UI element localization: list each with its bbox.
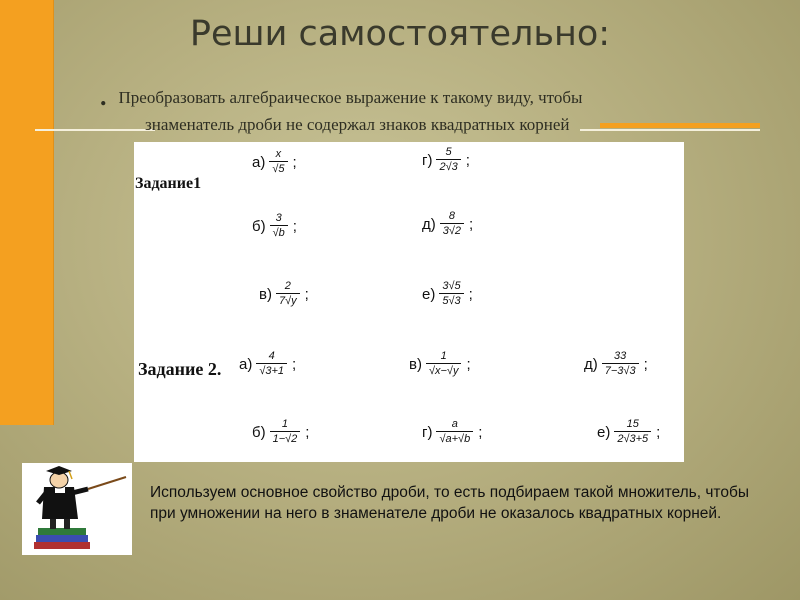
task2-item-d: д) $\frac{33}{7-3√3}$ ; (584, 350, 648, 378)
task2-item-b: б) $\frac{1}{1-√2}$ ; (252, 418, 310, 446)
task2-item-a: а) $\frac{4}{√3+1}$ ; (239, 350, 297, 378)
bullet-dot: . (100, 82, 107, 111)
task2-label: Задание 2. (138, 359, 222, 379)
task1-label: Задание1 (135, 175, 202, 192)
explanation-note: Используем основное свойство дроби, то есть подбираем такой множитель, чтобы при умножении на него в знаменателе дроби не оказалось квадратных корней. (150, 484, 749, 522)
task1-item-v: в) $\frac{2}{7√y}$ ; (259, 280, 309, 308)
task2-item-g: г) $\frac{a}{√a+√b}$ ; (422, 418, 483, 446)
orange-side-bar (0, 0, 54, 425)
tasks-panel (134, 142, 684, 462)
task1-item-d: д) $\frac{8}{3√2}$ ; (422, 210, 474, 238)
task1-item-a: а) $\frac{x}{√5}$ ; (252, 148, 297, 176)
task1-item-g: г) $\frac{5}{2√3}$ ; (422, 146, 470, 174)
subtitle-line-2: знаменатель дроби не содержал знаков квадратных корней (145, 115, 570, 134)
teacher-clipart (22, 463, 132, 555)
slide-title: Реши самостоятельно: (189, 14, 611, 54)
task2-item-e: е) $\frac{15}{2√3+5}$ ; (597, 418, 661, 446)
decor-line-left (35, 129, 155, 131)
decor-orange-strip (600, 123, 760, 128)
decor-line-right (580, 129, 760, 131)
task1-item-e: е) $\frac{3√5}{5√3}$ ; (422, 280, 473, 308)
task2-item-v: в) $\frac{1}{√x-√y}$ ; (409, 350, 471, 378)
teacher-icon (22, 463, 132, 555)
task1-item-b: б) $\frac{3}{√b}$ ; (252, 212, 297, 240)
subtitle-line-1 (100, 82, 582, 112)
subtitle-text-1: Преобразовать алгебраическое выражение к такому виду, чтобы (118, 88, 583, 107)
